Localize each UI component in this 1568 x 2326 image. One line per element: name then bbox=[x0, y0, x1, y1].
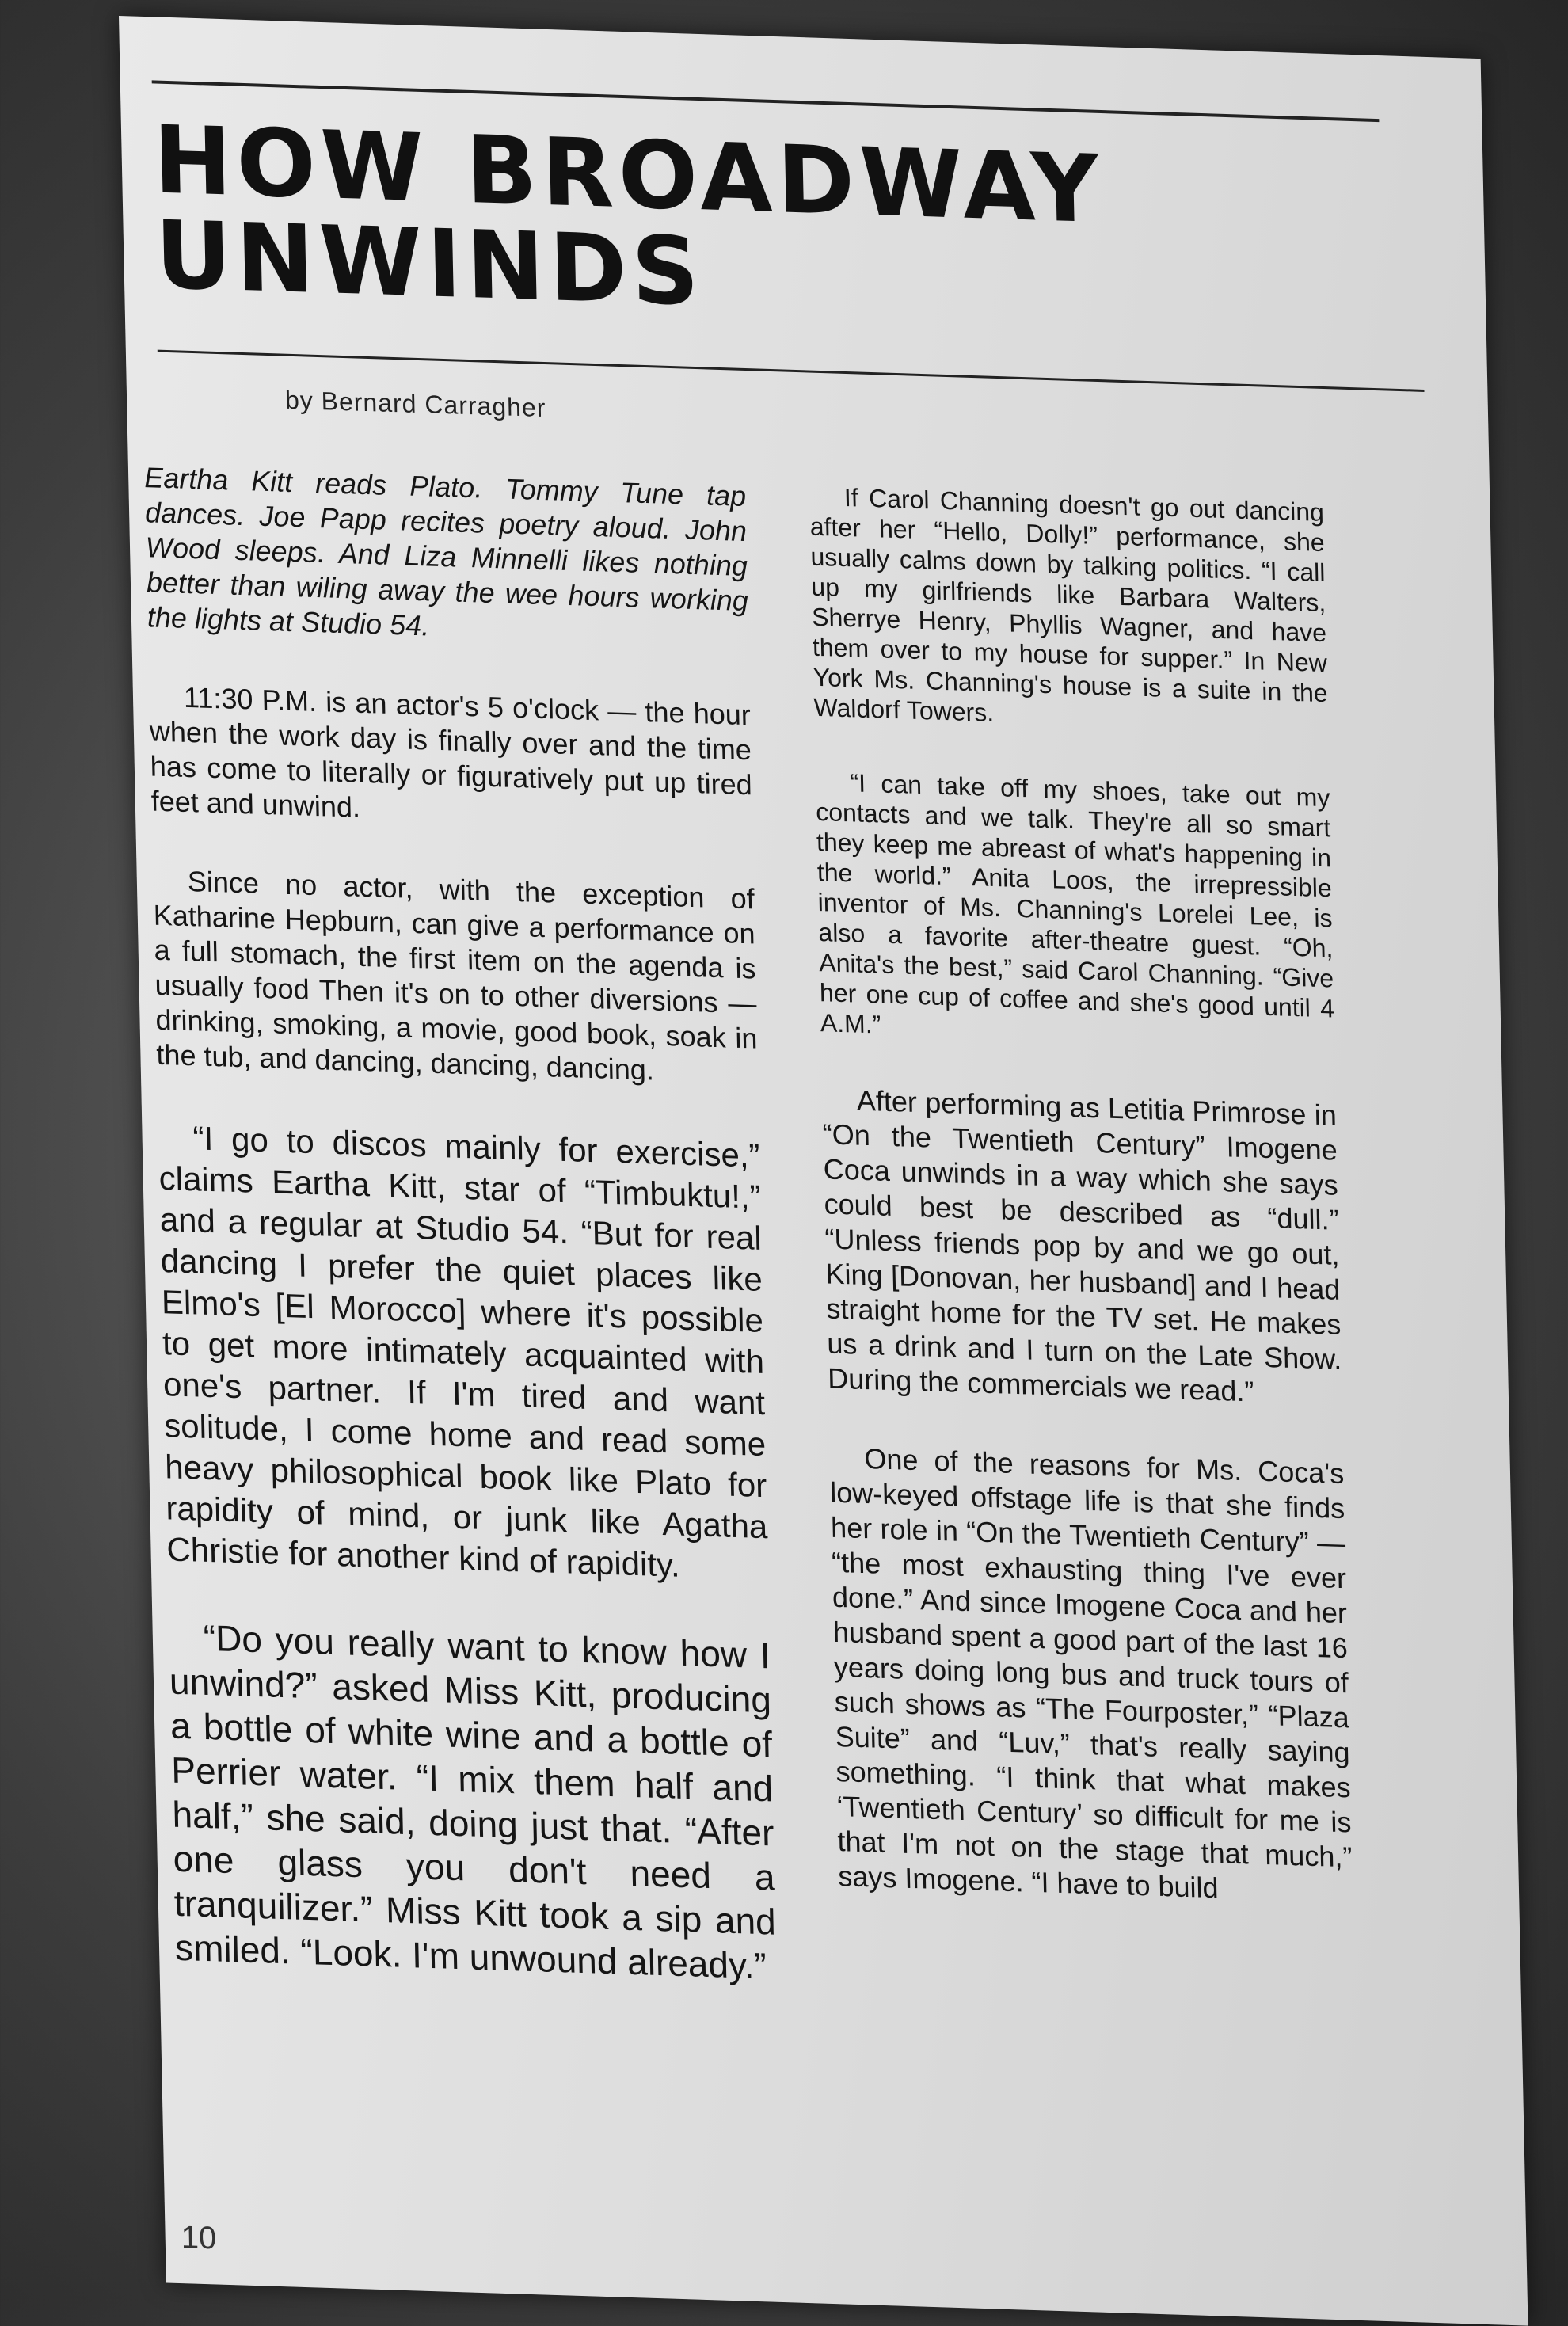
paragraph: “I can take off my shoes, take out my contacts and we talk. They're all so smart they keep me abreast of what's happening in the world.” Anita Loos, the irrepressible inventor of Ms. Channing's Lorelei Lee, is also a favorite after-theatre guest. “Oh, Anita's the best,” said Carol Channing. “Give her one cup of coffee and she's good until 4 A.M.” bbox=[815, 768, 1335, 1039]
magazine-page bbox=[119, 16, 1528, 2326]
paragraph: “I go to discos mainly for exercise,” claims Eartha Kitt, star of “Timbuktu!,” and a regular at Studio 54. “But for real dancing I prefer the quiet places like Elmo's [El Morocco] where it's possible to get more intimately acquainted with one's partner. If I'm tired and want solitude, I come home and read some heavy philosophical book like Plato for rapidity of mind, or junk like Agatha Christie for another kind of rapidity. bbox=[158, 1119, 768, 1584]
paragraph: After performing as Letitia Primrose in “On the Twentieth Century” Imogene Coca unwinds in a way which she says could best be described as “dull.” “Unless friends pop by and we go out, King [Donovan, her husband] and I head straight home for the TV set. He makes us a drink and I turn on the Late Show. During the commercials we read.” bbox=[822, 1083, 1342, 1408]
right-column bbox=[809, 482, 1354, 1955]
paragraph: 11:30 P.M. is an actor's 5 o'clock — the hour when the work day is finally over and the time has come to literally or figuratively put up tired feet and unwind. bbox=[149, 680, 753, 824]
paragraph: Since no actor, with the exception of Katharine Hepburn, can give a performance on a full stomach, the first item on the agenda is usually food Then it's on to other diversions — drinking, smoking, a movie, good book, soak in the tub, and dancing, dancing, dancing. bbox=[153, 864, 758, 1087]
paragraph: Eartha Kitt reads Plato. Tommy Tune tap dances. Joe Papp recites poetry aloud. John Wood sleeps. And Liza Minnelli likes nothing better than wiling away the wee hours working the lights at Studio 54. bbox=[143, 461, 749, 642]
paragraph: One of the reasons for Ms. Coca's low-keyed offstage life is that she finds her role in “On the Twentieth Century” — “the most exhausting thing I've ever done.” And since Imogene Coca and her husband spent a good part of the last 16 years doing long bus and truck tours of such shows as “The Fourposter,” “Plaza Suite” and “Luv,” that's really saying something. “I think that what makes ‘Twentieth Century’ so difficult for me is that I'm not on the stage that much,” says Imogene. “I have to build bbox=[829, 1441, 1353, 1905]
page-number: 10 bbox=[181, 2220, 217, 2256]
byline: by Bernard Carragher bbox=[284, 385, 546, 423]
paragraph: If Carol Channing doesn't go out dancing after her “Hello, Dolly!” performance, she usually calms down by talking politics. “I call up my girlfriends like Barbara Walters, Sherrye Henry, Phyllis Wagner, and have them over to my house for supper.” In New York Ms. Channing's house is a suite in the Waldorf Towers. bbox=[809, 482, 1328, 727]
headline-rule bbox=[158, 350, 1425, 392]
headline: HOW BROADWAY UNWINDS bbox=[152, 105, 1105, 327]
left-column bbox=[144, 460, 778, 2033]
paragraph: “Do you really want to know how I unwind?” asked Miss Kitt, producing a bottle of white wine and a bottle of Perrier water. “I mix them half and half,” she said, doing just that. “After one glass you don't need a tranquilizer.” Miss Kitt took a sip and smiled. “Look. I'm unwound already.” bbox=[169, 1616, 777, 1987]
